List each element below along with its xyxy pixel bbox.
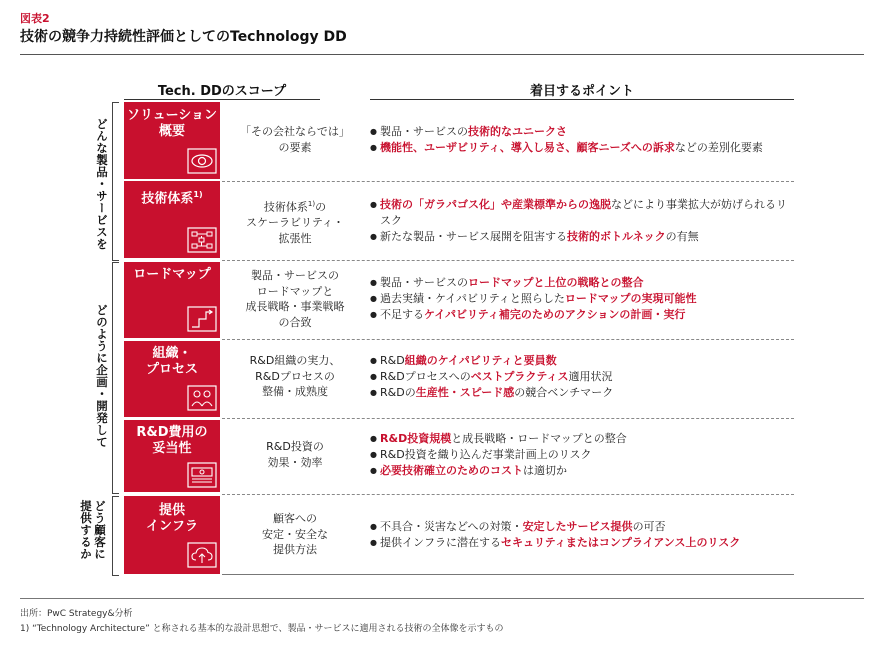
point-item: ● 機能性、ユーザビリティ、導入し易さ、顧客ニーズへの訴求などの差別化要素 xyxy=(370,140,794,156)
people-icon xyxy=(187,385,217,411)
footer-source: 出所：PwC Strategy&分析 xyxy=(20,609,133,619)
scope-title-rd-cost: R&D費用の 妥当性 xyxy=(136,425,208,456)
group-label-products: どんな製品・サービスを xyxy=(95,118,109,250)
point-item: ● 不足するケイパビリティ補完のためのアクションの計画・実行 xyxy=(370,307,794,323)
points-organization xyxy=(370,353,794,401)
scope-box-rd-cost xyxy=(124,420,220,492)
points-roadmap xyxy=(370,275,794,323)
point-item: ● 製品・サービスのロードマップと上位の戦略との整合 xyxy=(370,275,794,291)
scope-desc-organization: R&D組織の実力、 R&Dプロセスの 整備・成熟度 xyxy=(249,354,341,398)
scope-title-roadmap: ロードマップ xyxy=(133,267,211,282)
figure-title: 技術の競争力持続性評価としてのTechnology DD xyxy=(20,29,347,45)
scope-box-architecture xyxy=(124,181,220,258)
eye-icon xyxy=(187,148,217,174)
row-divider xyxy=(222,494,794,495)
points-header: 着目するポイント xyxy=(529,84,634,99)
point-item: ● 不具合・災害などへの対策・安定したサービス提供の可否 xyxy=(370,519,794,535)
footer-divider xyxy=(20,598,864,599)
points-header-rule xyxy=(370,99,794,100)
group-bracket-delivery xyxy=(112,496,119,576)
row-divider xyxy=(222,418,794,419)
scope-title-solution: ソリューション 概要 xyxy=(126,108,218,139)
title-divider xyxy=(20,54,864,55)
figure-label: 図表2 xyxy=(20,12,50,25)
scope-box-solution xyxy=(124,102,220,179)
point-item: ● 新たな製品・サービス展開を阻害する技術的ボトルネックの有無 xyxy=(370,229,794,245)
point-item: ● R&D投資を織り込んだ事業計画上のリスク xyxy=(370,447,794,463)
scope-desc-architecture: 技術体系$^{1)}$の スケーラビリティ・ 拡張性 xyxy=(246,200,344,245)
group-bracket-development xyxy=(112,262,119,494)
row-divider xyxy=(222,339,794,340)
scope-header-rule xyxy=(124,99,320,100)
roadmap-icon xyxy=(187,306,217,332)
scope-box-infrastructure xyxy=(124,496,220,574)
point-item: ● R&D投資規模と成長戦略・ロードマップとの整合 xyxy=(370,431,794,447)
scope-header: Tech. DDのスコープ xyxy=(157,84,287,99)
point-item: ● R&D組織のケイパビリティと要員数 xyxy=(370,353,794,369)
points-infrastructure xyxy=(370,519,794,551)
cash-icon xyxy=(187,462,217,488)
point-item: ● 技術の「ガラパゴス化」や産業標準からの逸脱などにより事業拡大が妨げられるリスク xyxy=(370,197,794,229)
point-item: ● R&Dプロセスへのベストプラクティス適用状況 xyxy=(370,369,794,385)
scope-desc-solution: 「その会社ならでは」 の要素 xyxy=(240,125,350,154)
network-icon xyxy=(187,227,217,253)
point-item: ● 製品・サービスの技術的なユニークさ xyxy=(370,124,794,140)
point-item: ● R&Dの生産性・スピード感の競合ベンチマーク xyxy=(370,385,794,401)
scope-title-infrastructure: 提供 インフラ xyxy=(145,503,198,534)
footer-note: 1) “Technology Architecture” と称される基本的な設計思想で、製品・サービスに適用される技術の全体像を示すもの xyxy=(20,624,504,634)
points-solution xyxy=(370,124,794,156)
table-bottom-rule xyxy=(222,574,794,575)
scope-box-roadmap xyxy=(124,262,220,338)
points-architecture xyxy=(370,197,794,245)
scope-desc-infrastructure: 顧客への 安定・安全な 提供方法 xyxy=(262,512,328,556)
cloud-upload-icon xyxy=(187,542,217,568)
scope-desc-rd-cost: R&D投資の 効果・効率 xyxy=(266,440,324,469)
group-bracket-products xyxy=(112,102,119,261)
scope-title-organization: 組織・ プロセス xyxy=(145,346,198,377)
row-divider xyxy=(222,181,794,182)
point-item: ● 必要技術確立のためのコストは適切か xyxy=(370,463,794,479)
row-divider xyxy=(222,260,794,261)
scope-desc-roadmap: 製品・サービスの ロードマップと 成長戦略・事業戦略 の合致 xyxy=(245,269,345,329)
scope-box-organization xyxy=(124,341,220,417)
group-label-development: どのように企画・開発して xyxy=(95,304,109,448)
group-label-delivery: どう顧客に 提供するか xyxy=(79,500,107,560)
points-rd-cost xyxy=(370,431,794,479)
point-item: ● 提供インフラに潜在するセキュリティまたはコンプライアンス上のリスク xyxy=(370,535,794,551)
scope-title-architecture: 技術体系$^{1)}$ xyxy=(141,190,203,207)
point-item: ● 過去実績・ケイパビリティと照らしたロードマップの実現可能性 xyxy=(370,291,794,307)
